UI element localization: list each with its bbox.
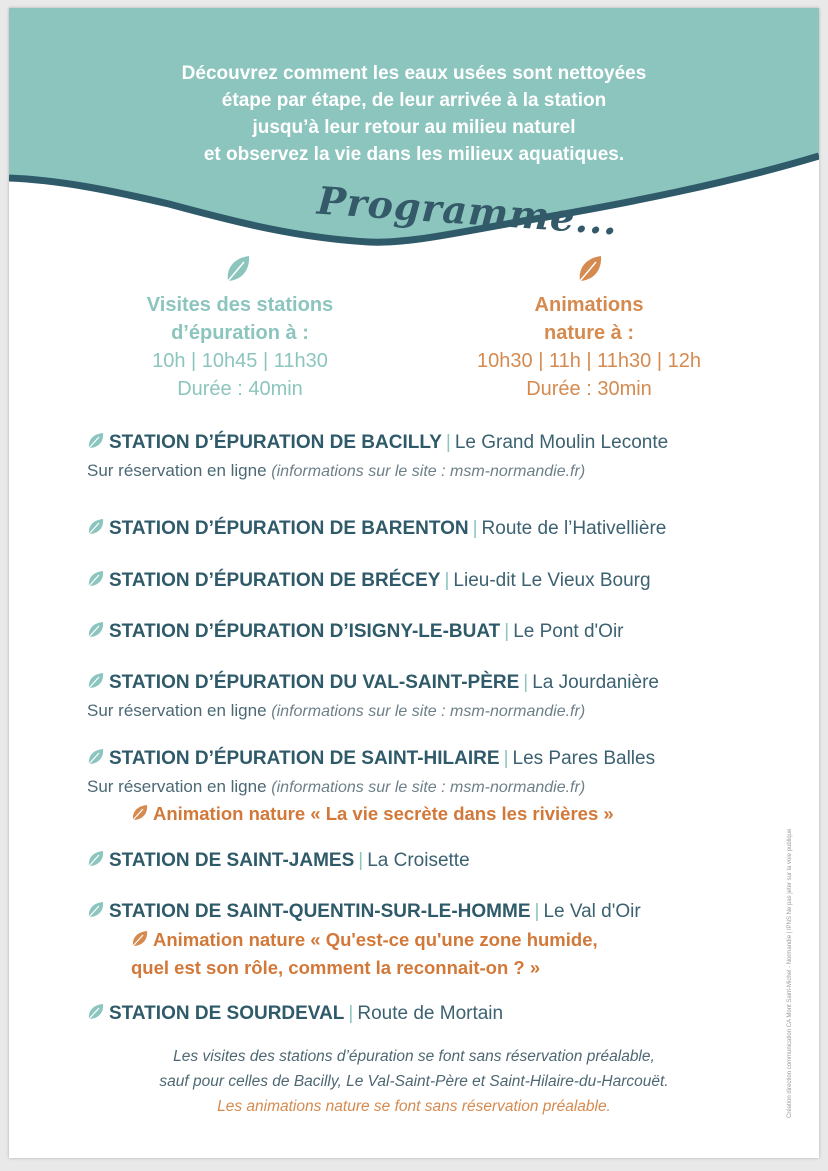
- animations-title: Animations: [534, 294, 644, 316]
- station-location: La Jourdanière: [532, 672, 659, 693]
- station-name: STATION D’ÉPURATION D’ISIGNY-LE-BUAT: [109, 621, 501, 642]
- station-name: STATION DE SOURDEVAL: [109, 1003, 345, 1024]
- station-item: STATION D’ÉPURATION DE BRÉCEY | Lieu-dit Le Vieux Bourg: [87, 568, 651, 596]
- reservation-label: Sur réservation en ligne: [87, 701, 267, 720]
- station-item: STATION D’ÉPURATION DU VAL-SAINT-PÈRE | La Jourdanière Sur réservation en ligne (informations sur le site : msm-normandie.fr): [87, 670, 659, 725]
- station-location: Le Val d'Oir: [543, 901, 641, 922]
- station-location: Route de Mortain: [357, 1003, 504, 1024]
- intro-line: étape par étape, de leur arrivée à la station: [221, 90, 607, 111]
- station-name: STATION D’ÉPURATION DE BARENTON: [109, 518, 469, 539]
- station-location: Le Pont d'Oir: [513, 621, 624, 642]
- animation-note-line2: quel est son rôle, comment la reconnait-on ? »: [131, 957, 541, 978]
- reservation-label: Sur réservation en ligne: [87, 777, 267, 796]
- station-item: STATION D’ÉPURATION DE BARENTON | Route de l’Hativellière: [87, 516, 666, 544]
- intro-line: et observez la vie dans les milieux aquatiques.: [203, 144, 625, 165]
- leaf-icon: [87, 850, 109, 876]
- station-name: STATION D’ÉPURATION DE SAINT-HILAIRE: [109, 748, 500, 769]
- leaf-icon: [224, 254, 252, 284]
- footer-line: Les animations nature se font sans réservation préalable.: [217, 1098, 611, 1115]
- leaf-icon: [87, 518, 109, 544]
- leaf-icon: [87, 432, 109, 458]
- station-item: STATION D’ÉPURATION DE BACILLY | Le Grand Moulin Leconte Sur réservation en ligne (informations sur le site : msm-normandie.fr): [87, 430, 668, 485]
- reservation-info: (informations sur le site : msm-normandie.fr): [271, 703, 586, 720]
- leaf-icon: [131, 803, 153, 829]
- leaf-icon: [87, 570, 109, 596]
- animations-column: [444, 291, 734, 403]
- station-location: Route de l’Hativellière: [481, 518, 667, 539]
- visits-duration: Durée : 40min: [177, 378, 303, 400]
- animation-note: [87, 801, 655, 829]
- leaf-icon: [576, 254, 604, 284]
- station-name: STATION D’ÉPURATION DE BACILLY: [109, 432, 442, 453]
- leaf-icon: [87, 1003, 109, 1029]
- station-location: Lieu-dit Le Vieux Bourg: [453, 570, 651, 591]
- station-name: STATION D’ÉPURATION DU VAL-SAINT-PÈRE: [109, 672, 520, 693]
- visits-column: [105, 291, 375, 403]
- leaf-icon: [131, 929, 153, 955]
- animations-times: 10h30 | 11h | 11h30 | 12h: [477, 350, 701, 372]
- leaf-icon: [87, 748, 109, 774]
- station-item: STATION DE SAINT-JAMES | La Croisette: [87, 848, 470, 876]
- footer-notes: [9, 1044, 819, 1119]
- leaf-icon: [87, 672, 109, 698]
- reservation-note: [87, 458, 668, 485]
- intro-text: [9, 60, 819, 168]
- station-name: STATION DE SAINT-QUENTIN-SUR-LE-HOMME: [109, 901, 531, 922]
- station-name: STATION DE SAINT-JAMES: [109, 850, 355, 871]
- intro-line: jusqu’à leur retour au milieu naturel: [252, 117, 576, 138]
- reservation-info: (informations sur le site : msm-normandie.fr): [271, 779, 586, 796]
- leaf-icon: [87, 901, 109, 927]
- station-item: STATION D’ÉPURATION DE SAINT-HILAIRE | Les Pares Balles Sur réservation en ligne (informations sur le site : msm-normandie.fr) Animation nature « La vie secrète dans les rivières »: [87, 746, 655, 829]
- animation-note: [87, 927, 641, 955]
- visits-times: 10h | 10h45 | 11h30: [152, 350, 328, 372]
- footer-line: sauf pour celles de Bacilly, Le Val-Saint-Père et Saint-Hilaire-du-Harcouët.: [159, 1073, 669, 1090]
- station-item: STATION D’ÉPURATION D’ISIGNY-LE-BUAT | Le Pont d'Oir: [87, 619, 624, 647]
- station-location: Les Pares Balles: [512, 748, 656, 769]
- station-location: La Croisette: [367, 850, 470, 871]
- animations-duration: Durée : 30min: [526, 378, 652, 400]
- reservation-info: (informations sur le site : msm-normandie.fr): [271, 463, 586, 480]
- intro-line: Découvrez comment les eaux usées sont nettoyées: [181, 63, 647, 84]
- station-item: STATION DE SAINT-QUENTIN-SUR-LE-HOMME | Le Val d'Oir Animation nature « Qu'est-ce qu'une zone humide, quel est son rôle, comment la reconnait-on ? »: [87, 899, 641, 981]
- reservation-label: Sur réservation en ligne: [87, 461, 267, 480]
- reservation-note: [87, 698, 659, 725]
- reservation-note: [87, 774, 655, 801]
- flyer-page: [9, 8, 819, 1158]
- footer-line: Les visites des stations d’épuration se font sans réservation préalable,: [173, 1048, 655, 1065]
- station-location: Le Grand Moulin Leconte: [454, 432, 669, 453]
- animations-title: nature à :: [543, 322, 635, 344]
- visits-title: Visites des stations: [146, 294, 334, 316]
- print-credit: Création direction communication CA Mont Saint-Michel - Normandie | IPNS Ne pas jeter sur la voie publique: [787, 828, 793, 1118]
- animation-text: Animation nature « Qu'est-ce qu'une zone humide,: [153, 929, 598, 950]
- visits-title: d’épuration à :: [171, 322, 309, 344]
- station-name: STATION D’ÉPURATION DE BRÉCEY: [109, 570, 441, 591]
- leaf-icon: [87, 621, 109, 647]
- animation-text: Animation nature « La vie secrète dans les rivières »: [153, 803, 614, 824]
- program-title: Programme...: [315, 177, 620, 244]
- station-item: STATION DE SOURDEVAL | Route de Mortain: [87, 1001, 503, 1029]
